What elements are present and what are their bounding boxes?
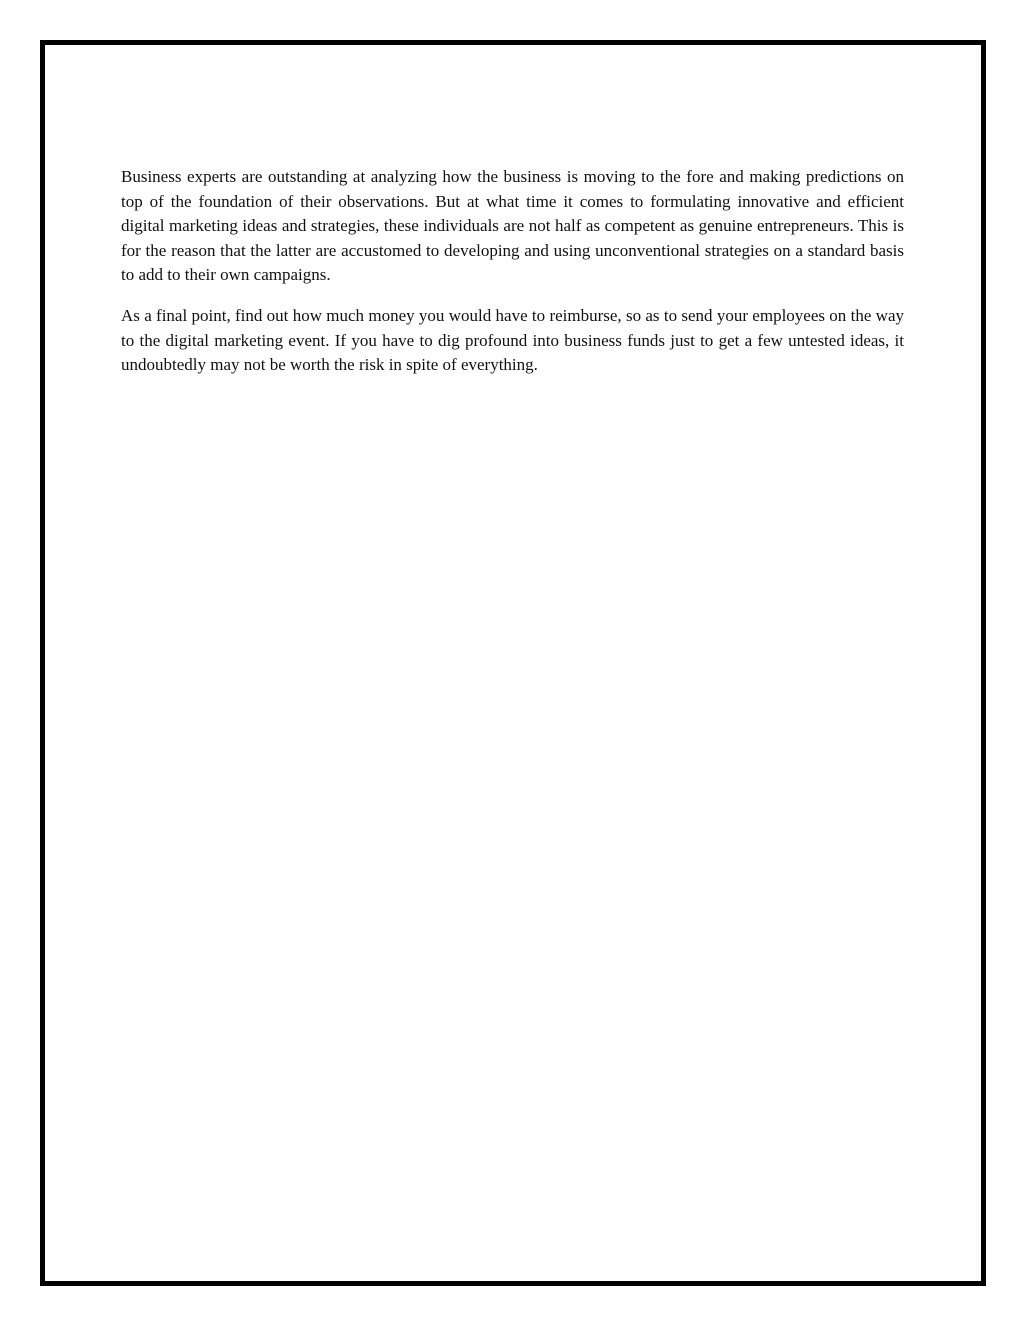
- page-frame: [40, 40, 986, 1286]
- paragraph-final-point: As a final point, find out how much money you would have to reimburse, so as to send your employees on the way to the digital marketing event. If you have to dig profound into business funds just to get a few untested ideas, it undoubtedly may not be worth the risk in spite of everything.: [121, 305, 904, 375]
- paragraph-business-experts: Business experts are outstanding at analyzing how the business is moving to the fore and making predictions on top of the foundation of their observations. But at what time it comes to formulating innovative and efficient digital marketing ideas and strategies, these individuals are not half as competent as genuine entrepreneurs. This is for the reason that the latter are accustomed to developing and using unconventional strategies on a standard basis to add to their own campaigns.: [121, 167, 904, 285]
- document-body: [121, 165, 904, 394]
